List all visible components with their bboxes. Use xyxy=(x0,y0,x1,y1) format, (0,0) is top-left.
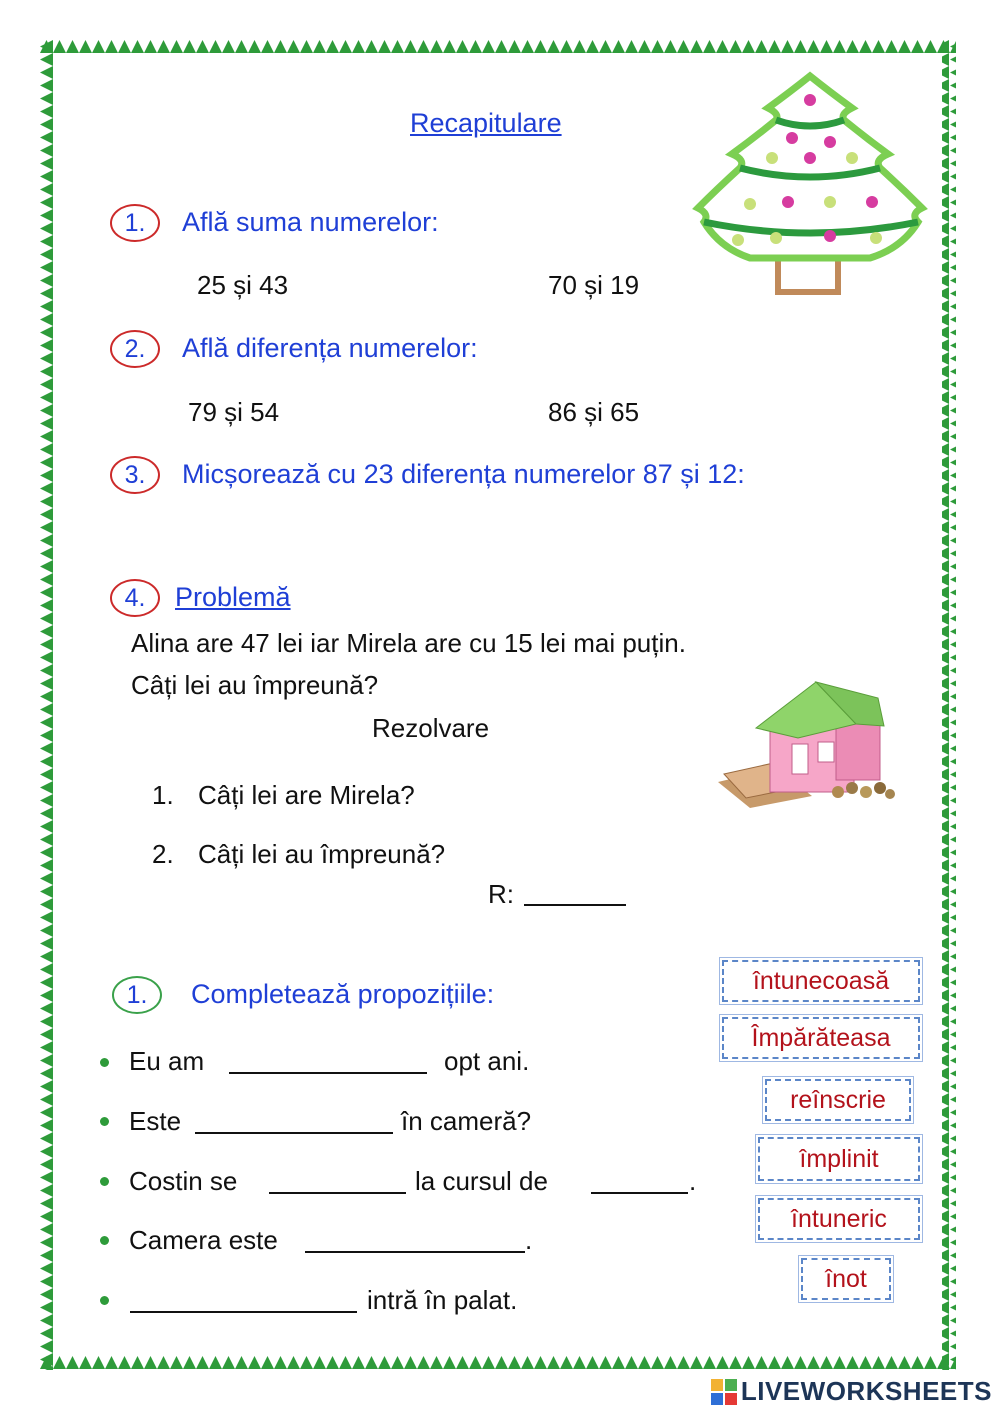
exercise-1-label: Află suma numerelor: xyxy=(182,207,439,237)
solution-step-2-number: 2. xyxy=(152,839,174,869)
sentence-3-middle: la cursul de xyxy=(415,1166,548,1196)
word-card-implinit[interactable]: împlinit xyxy=(758,1137,920,1181)
sentence-5-blank[interactable] xyxy=(130,1291,357,1313)
sentence-3-start: Costin se xyxy=(129,1166,238,1196)
bullet-dot xyxy=(100,1236,109,1245)
sentence-3-blank-1[interactable] xyxy=(269,1172,406,1194)
sentence-3-blank-2[interactable] xyxy=(591,1172,688,1194)
exercise-number-5: 1. xyxy=(112,976,162,1014)
word-card-intuneric[interactable]: întuneric xyxy=(758,1198,920,1240)
exercise-number-4: 4. xyxy=(110,579,160,617)
problem-text-line-1: Alina are 47 lei iar Mirela are cu 15 lei mai puțin. xyxy=(131,628,686,658)
liveworksheets-icon xyxy=(711,1379,737,1405)
sentence-3-end: . xyxy=(689,1166,697,1196)
word-card-imparateasa[interactable]: Împărăteasa xyxy=(722,1017,920,1059)
page-title: Recapitulare xyxy=(410,108,562,138)
sentence-2-start: Este xyxy=(129,1106,182,1136)
sentence-1-start: Eu am xyxy=(129,1046,205,1076)
bullet-dot xyxy=(100,1058,109,1067)
watermark-text: LIVEWORKSHEETS xyxy=(740,1376,992,1406)
exercise-2-pair-a: 79 și 54 xyxy=(188,397,280,427)
sentence-4-blank[interactable] xyxy=(305,1231,525,1253)
money-house-image xyxy=(716,678,898,810)
exercise-1-pair-b: 70 și 19 xyxy=(548,270,640,300)
word-card-reinscrie[interactable]: reînscrie xyxy=(765,1079,911,1121)
exercise-2-label: Află diferența numerelor: xyxy=(182,333,478,363)
solution-heading: Rezolvare xyxy=(372,713,490,743)
christmas-tree-image xyxy=(680,62,940,300)
exercise-3-label: Micșorează cu 23 diferența numerelor 87 și 12: xyxy=(182,459,745,489)
sentence-2-end: în cameră? xyxy=(401,1106,532,1136)
exercise-5-label: Completează propozițiile: xyxy=(191,979,495,1009)
bullet-dot xyxy=(100,1117,109,1126)
exercise-number-1: 1. xyxy=(110,204,160,242)
bullet-dot xyxy=(100,1177,109,1186)
exercise-2-pair-b: 86 și 65 xyxy=(548,397,640,427)
word-card-inot[interactable]: înot xyxy=(801,1258,891,1300)
word-card-intunecoasa[interactable]: întunecoasă xyxy=(722,960,920,1002)
sentence-4-start: Camera este xyxy=(129,1225,278,1255)
sentence-1-end: opt ani. xyxy=(444,1046,530,1076)
answer-label: R: xyxy=(488,879,514,909)
problem-heading: Problemă xyxy=(175,582,291,612)
sentence-4-end: . xyxy=(525,1225,533,1255)
sentence-2-blank[interactable] xyxy=(195,1112,393,1134)
problem-text-line-2: Câți lei au împreună? xyxy=(131,670,379,700)
liveworksheets-logo xyxy=(711,1376,992,1407)
exercise-number-3: 3. xyxy=(110,456,160,494)
exercise-1-pair-a: 25 și 43 xyxy=(197,270,289,300)
answer-blank[interactable] xyxy=(524,882,626,906)
sentence-1-blank[interactable] xyxy=(229,1052,427,1074)
solution-step-1-number: 1. xyxy=(152,780,174,810)
solution-step-2-text: Câți lei au împreună? xyxy=(198,839,446,869)
solution-step-1-text: Câți lei are Mirela? xyxy=(198,780,415,810)
bullet-dot xyxy=(100,1296,109,1305)
sentence-5-end: intră în palat. xyxy=(367,1285,518,1315)
exercise-number-2: 2. xyxy=(110,330,160,368)
